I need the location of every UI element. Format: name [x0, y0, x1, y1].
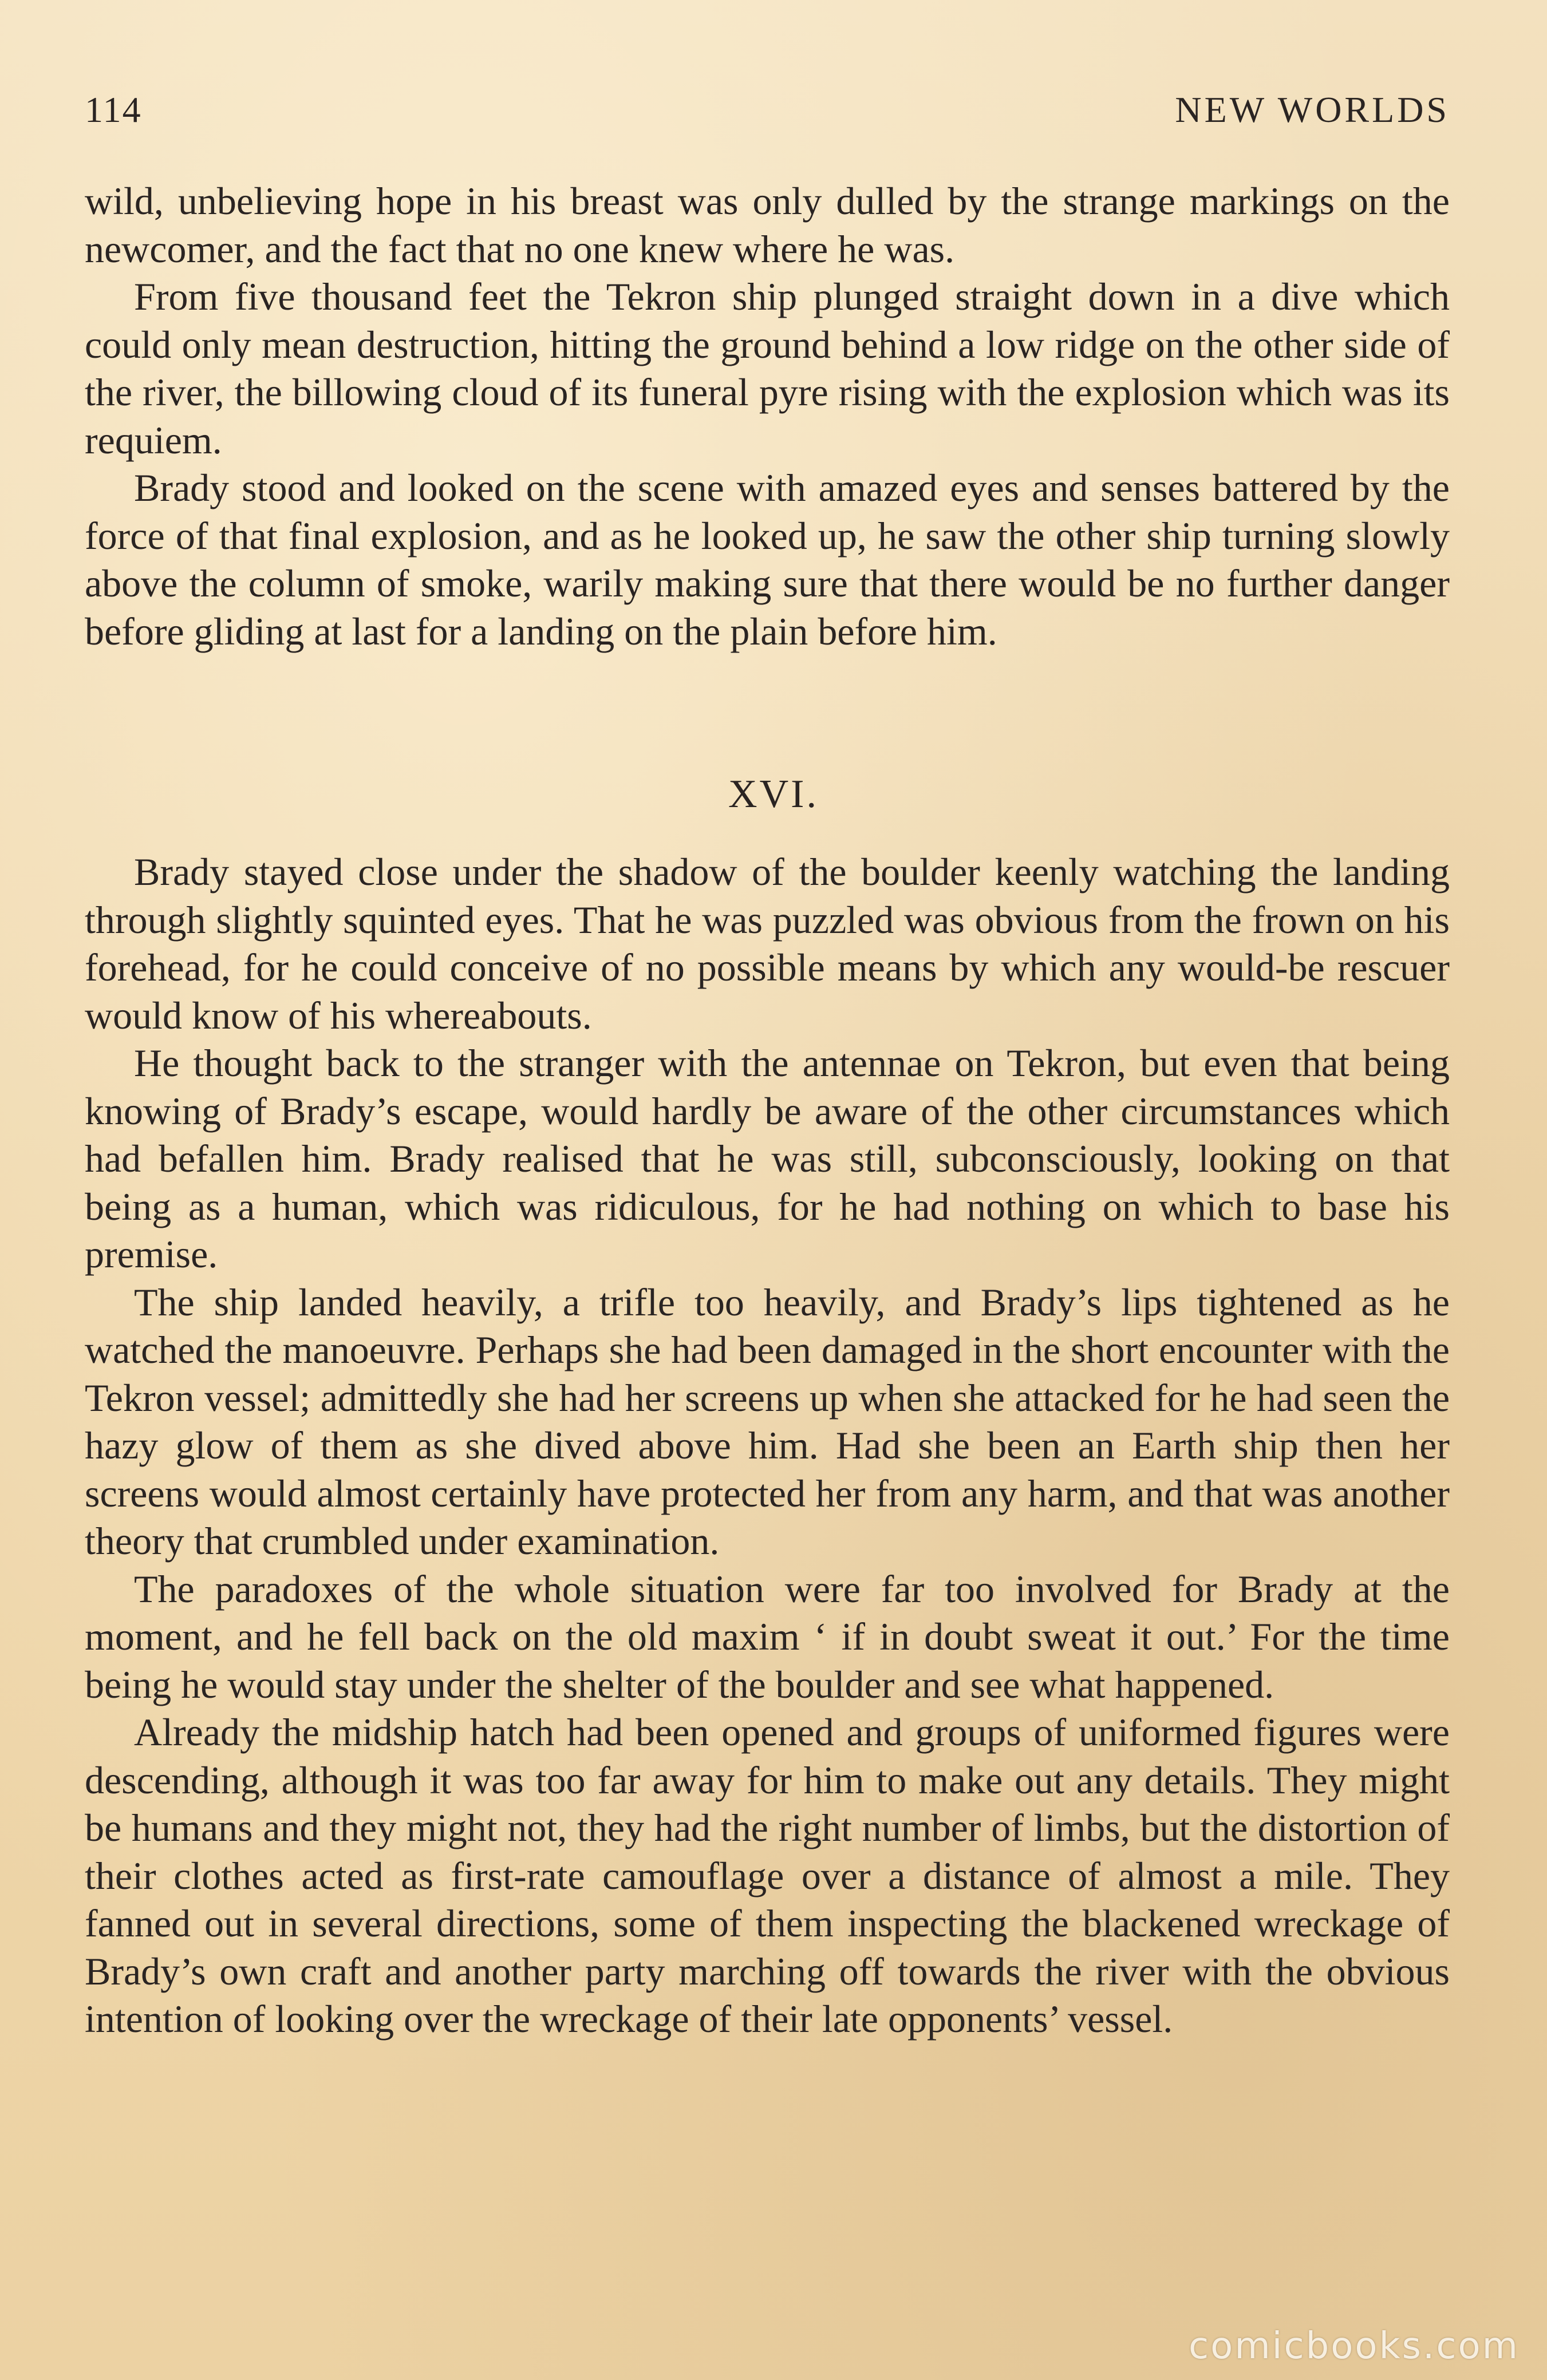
- text-section-two: [85, 848, 1450, 2043]
- running-head: NEW WORLDS: [1175, 89, 1450, 130]
- text-section-one: [85, 177, 1450, 655]
- page-header: [85, 81, 1450, 139]
- paragraph: From five thousand feet the Tekron ship plunged straight down in a dive which could only mean destruction, hitting the ground behind a low ridge on the other side of the river, the billowing cloud of its funeral pyre rising with the explosion which was its requiem.: [85, 275, 1450, 462]
- page-number: 114: [85, 89, 142, 130]
- paragraph: Brady stood and looked on the scene with amazed eyes and senses battered by the force of that final explosion, and as he looked up, he saw the other ship turning slowly above the column of smoke, warily making sure that there would be no further danger before gliding at last for a landing on the plain before him.: [85, 466, 1450, 653]
- paragraph: wild, unbelieving hope in his breast was only dulled by the strange markings on the newcomer, and the fact that no one knew where he was.: [85, 179, 1450, 271]
- paragraph: He thought back to the stranger with the antennae on Tekron, but even that being knowing of Brady’s escape, would hardly be aware of the other circumstances which had befallen him. Brady realised that he was still, subconsciously, looking on that being as a human, which was ridiculous, for he had nothing on which to base his premise.: [85, 1041, 1450, 1276]
- paragraph: Brady stayed close under the shadow of the boulder keenly watching the landing through slightly squinted eyes. That he was puzzled was obvious from the frown on his forehead, for he could conceive of no possible means by which any would-be rescuer would know of his whereabouts.: [85, 850, 1450, 1037]
- paragraph: Already the midship hatch had been opened and groups of uniformed figures were descending, although it was too far away for him to make out any details. They might be humans and they might not, they had the right number of limbs, but the distortion of their clothes acted as first-rate camouflage over a distance of almost a mile. They fanned out in several directions, some of them inspecting the blackened wreckage of Brady’s own craft and another party marching off towards the river with the obvious intention of looking over the wreckage of their late opponents’ vessel.: [85, 1710, 1450, 2041]
- paragraph: The ship landed heavily, a trifle too heavily, and Brady’s lips tightened as he watched the manoeuvre. Perhaps she had been damaged in the short encounter with the Tekron vessel; admittedly she had her screens up when she attacked for he had seen the hazy glow of them as she dived above him. Had she been an Earth ship then her screens would almost certainly have protected her from any harm, and that was another theory that crumbled under examination.: [85, 1280, 1450, 1563]
- watermark: comicbooks.com: [1188, 2325, 1520, 2367]
- paragraph: The paradoxes of the whole situation were far too involved for Brady at the moment, and he fell back on the old maxim ‘ if in doubt sweat it out.’ For the time being he would stay under the shelter of the boulder and see what happened.: [85, 1567, 1450, 1706]
- chapter-heading: XVI.: [728, 772, 819, 816]
